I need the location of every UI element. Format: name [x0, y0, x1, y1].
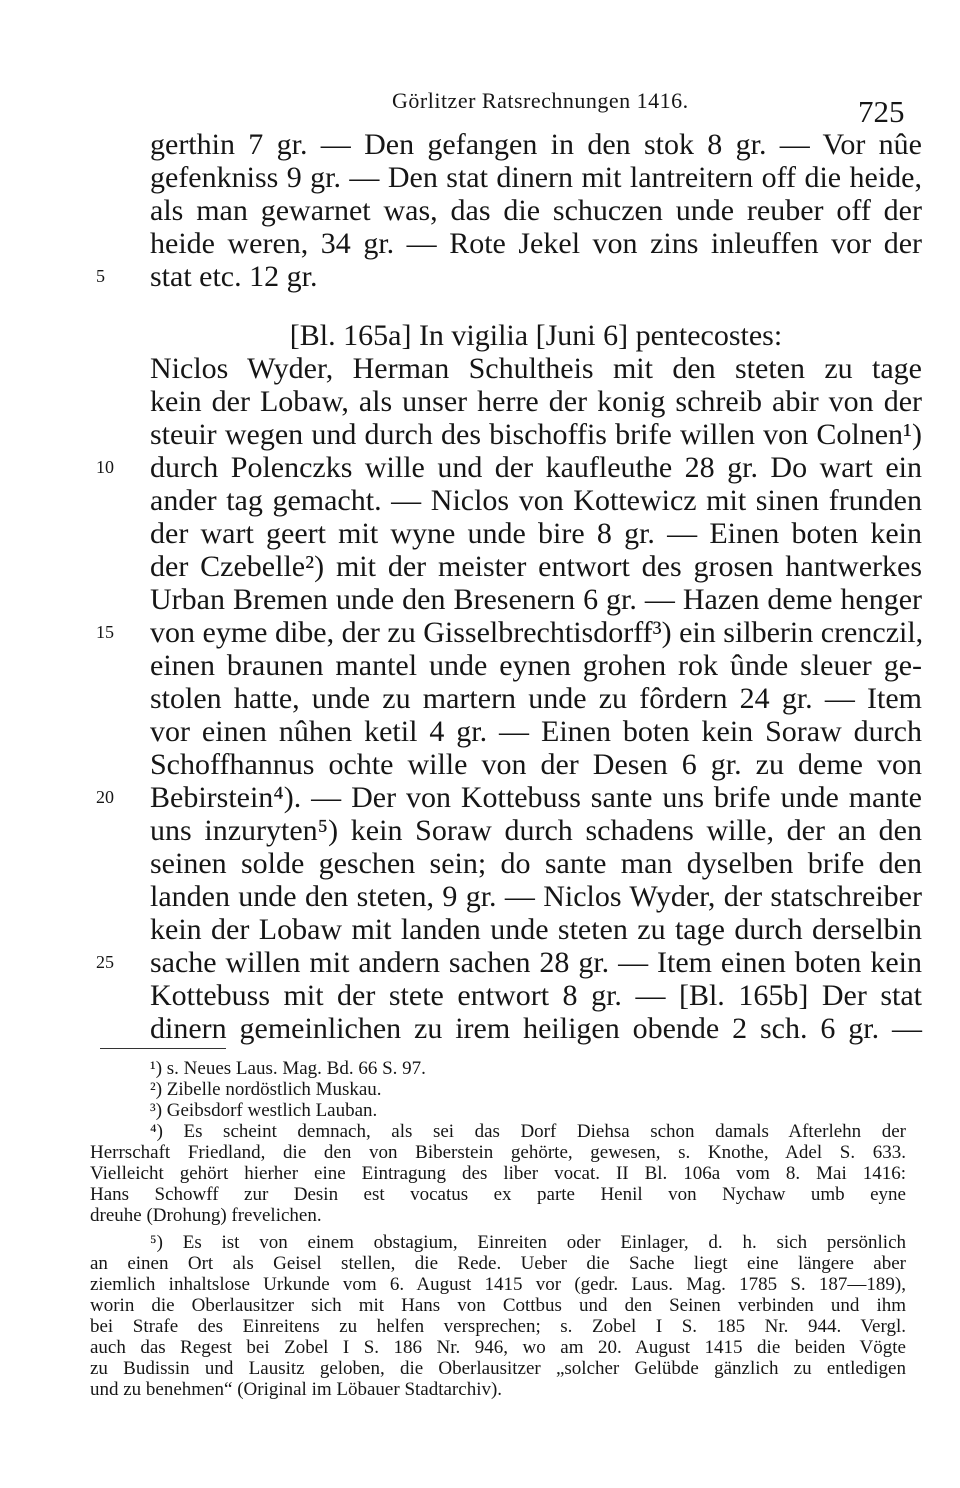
footnote-line: [0, 1163, 960, 1184]
footnote-text: ¹) s. Neues Laus. Mag. Bd. 66 S. 97.: [150, 1058, 426, 1079]
line-text: der Czebelle²) mit der meister entwort des grosen hantwerkes: [150, 550, 922, 583]
text-line: [0, 781, 960, 814]
line-text: Kottebuss mit der stete entwort 8 gr. — [Bl. 165b] Der stat: [150, 979, 922, 1012]
line-text: einen braunen mantel unde eynen grohen rok ûnde sleuer ge-: [150, 649, 922, 682]
line-text: von eyme dibe, der zu Gisselbrechtisdorff³) ein silberin crenczil,: [150, 616, 924, 649]
text-line: [0, 682, 960, 715]
text-line: [0, 385, 960, 418]
footnote-text: zu Budissin und Lausitz geloben, die Oberlausitzer „solcher Gelübde gänzlich zu entledigen: [90, 1358, 906, 1379]
text-line: [0, 1012, 960, 1045]
text-line: [0, 418, 960, 451]
text-line: [0, 451, 960, 484]
text-line: [0, 649, 960, 682]
line-text: der wart geert mit wyne unde bire 8 gr. — Einen boten kein: [150, 517, 922, 550]
text-line: [0, 161, 960, 194]
text-line: [0, 550, 960, 583]
line-text: kein der Lobaw mit landen unde steten zu tage durch derselbin: [150, 913, 922, 946]
footnote-line: [0, 1232, 960, 1253]
text-line: [0, 484, 960, 517]
line-text: gefenkniss 9 gr. — Den stat dinern mit lantreitern off die heide,: [150, 161, 922, 194]
footnote-line: [0, 1379, 960, 1400]
text-line: [0, 517, 960, 550]
footnote-rule: [100, 1048, 226, 1049]
footnote-line: [0, 1142, 960, 1163]
footnote-line: [0, 1316, 960, 1337]
line-text: dinern gemeinlichen zu irem heiligen obende 2 sch. 6 gr. —: [150, 1012, 922, 1045]
text-line: [0, 946, 960, 979]
line-text: Urban Bremen unde den Bresenern 6 gr. — Hazen deme henger: [150, 583, 922, 616]
line-text: gerthin 7 gr. — Den gefangen in den stok 8 gr. — Vor nûe: [150, 128, 922, 161]
footnote-line: [0, 1079, 960, 1100]
text-line: [0, 352, 960, 385]
line-text: landen unde den steten, 9 gr. — Niclos Wyder, der statschreiber: [150, 880, 922, 913]
footnote-line: [0, 1205, 960, 1226]
line-text: [Bl. 165a] In vigilia [Juni 6] pentecostes:: [289, 319, 783, 352]
footnote-text: und zu benehmen“ (Original im Löbauer Stadtarchiv).: [90, 1379, 503, 1400]
line-number: 20: [96, 787, 114, 807]
footnote-text: ²) Zibelle nordöstlich Muskau.: [150, 1079, 382, 1100]
line-text: durch Polenczks wille und der kaufleuthe 28 gr. Do wart ein: [150, 451, 922, 484]
line-text: vor einen nûhen ketil 4 gr. — Einen boten kein Soraw durch: [150, 715, 922, 748]
footnote-text: auch das Regest bei Zobel I S. 186 Nr. 946, wo am 20. August 1415 die beiden Vögte: [90, 1337, 906, 1358]
text-line: [0, 880, 960, 913]
line-number: 15: [96, 622, 114, 642]
footnote-text: ⁵) Es ist von einem obstagium, Einreiten oder Einlager, d. h. sich persönlich: [150, 1232, 906, 1253]
text-line: [0, 128, 960, 161]
footnote-text: Hans Schowff zur Desin est vocatus ex parte Henil von Nychaw umb eyne: [90, 1184, 906, 1205]
footnote-line: [0, 1253, 960, 1274]
footnote-text: an einen Ort als Geisel stellen, die Rede. Ueber die Sache liegt eine längere aber: [90, 1253, 906, 1274]
footnote-line: [0, 1358, 960, 1379]
line-text: seinen solde geschen sein; do sante man dyselben brife den: [150, 847, 922, 880]
footnote-line: [0, 1184, 960, 1205]
footnote-text: worin die Oberlausitzer sich mit Hans von Cottbus und den Seinen verbinden und ihm: [90, 1295, 906, 1316]
line-text: heide weren, 34 gr. — Rote Jekel von zins inleuffen vor der: [150, 227, 922, 260]
footnote-line: [0, 1295, 960, 1316]
footnote-text: Herrschaft Friedland, die den von Biberstein gehörte, gewesen, s. Knothe, Adel S. 633.: [90, 1142, 906, 1163]
footnote-text: Vielleicht gehört hierher eine Eintragung des liber vocat. II Bl. 106a vom 8. Mai 1416:: [90, 1163, 906, 1184]
line-text: kein der Lobaw, als unser herre der konig schreib abir von der: [150, 385, 922, 418]
running-title: Görlitzer Ratsrechnungen 1416.: [392, 88, 689, 113]
footnote-text: ⁴) Es scheint demnach, als sei das Dorf Diehsa schon damals Afterlehn der: [150, 1121, 906, 1142]
text-line: [0, 814, 960, 847]
text-line: [0, 715, 960, 748]
line-text: uns inzuryten⁵) kein Soraw durch schadens wille, der an den: [150, 814, 922, 847]
page-number: 725: [858, 94, 905, 129]
text-line: [0, 748, 960, 781]
line-text: als man gewarnet was, das die schuczen unde reuber off der: [150, 194, 922, 227]
footnotes: [0, 1058, 960, 1400]
body-text: [0, 128, 960, 1045]
footnote-text: ³) Geibsdorf westlich Lauban.: [150, 1100, 378, 1121]
footnote-text: bei Strafe des Einreitens zu helfen versprechen; s. Zobel I S. 185 Nr. 944. Vergl.: [90, 1316, 906, 1337]
footnote-line: [0, 1274, 960, 1295]
footnote-line: [0, 1337, 960, 1358]
line-number: 10: [96, 457, 114, 477]
footnote-line: [0, 1100, 960, 1121]
line-text: Bebirstein⁴). — Der von Kottebuss sante uns brife unde mante: [150, 781, 922, 814]
line-number: 5: [96, 266, 105, 286]
text-line: [0, 913, 960, 946]
paragraph-gap: [0, 293, 960, 319]
line-text: stolen hatte, unde zu martern unde zu fôrdern 24 gr. — Item: [150, 682, 922, 715]
text-line: [0, 227, 960, 260]
footnote-line: [0, 1058, 960, 1079]
running-head: [0, 88, 960, 128]
text-line: [0, 847, 960, 880]
line-text: Niclos Wyder, Herman Schultheis mit den steten zu tage: [150, 352, 922, 385]
text-line: [0, 194, 960, 227]
section-heading: [0, 319, 960, 352]
footnote-line: [0, 1121, 960, 1142]
line-text: Schoffhannus ochte wille von der Desen 6 gr. zu deme von: [150, 748, 922, 781]
footnote-text: dreuhe (Drohung) frevelichen.: [90, 1205, 322, 1226]
line-text: stat etc. 12 gr.: [150, 260, 318, 293]
line-text: steuir wegen und durch des bischoffis brife willen von Colnen¹): [150, 418, 922, 451]
text-line: [0, 979, 960, 1012]
footnote-text: ziemlich inhaltslose Urkunde vom 6. August 1415 vor (gedr. Laus. Mag. 1785 S. 187—189),: [90, 1274, 906, 1295]
text-line: [0, 616, 960, 649]
line-text: ander tag gemacht. — Niclos von Kottewicz mit sinen frunden: [150, 484, 922, 517]
line-number: 25: [96, 952, 114, 972]
text-line: [0, 260, 960, 293]
line-text: sache willen mit andern sachen 28 gr. — Item einen boten kein: [150, 946, 922, 979]
text-line: [0, 583, 960, 616]
